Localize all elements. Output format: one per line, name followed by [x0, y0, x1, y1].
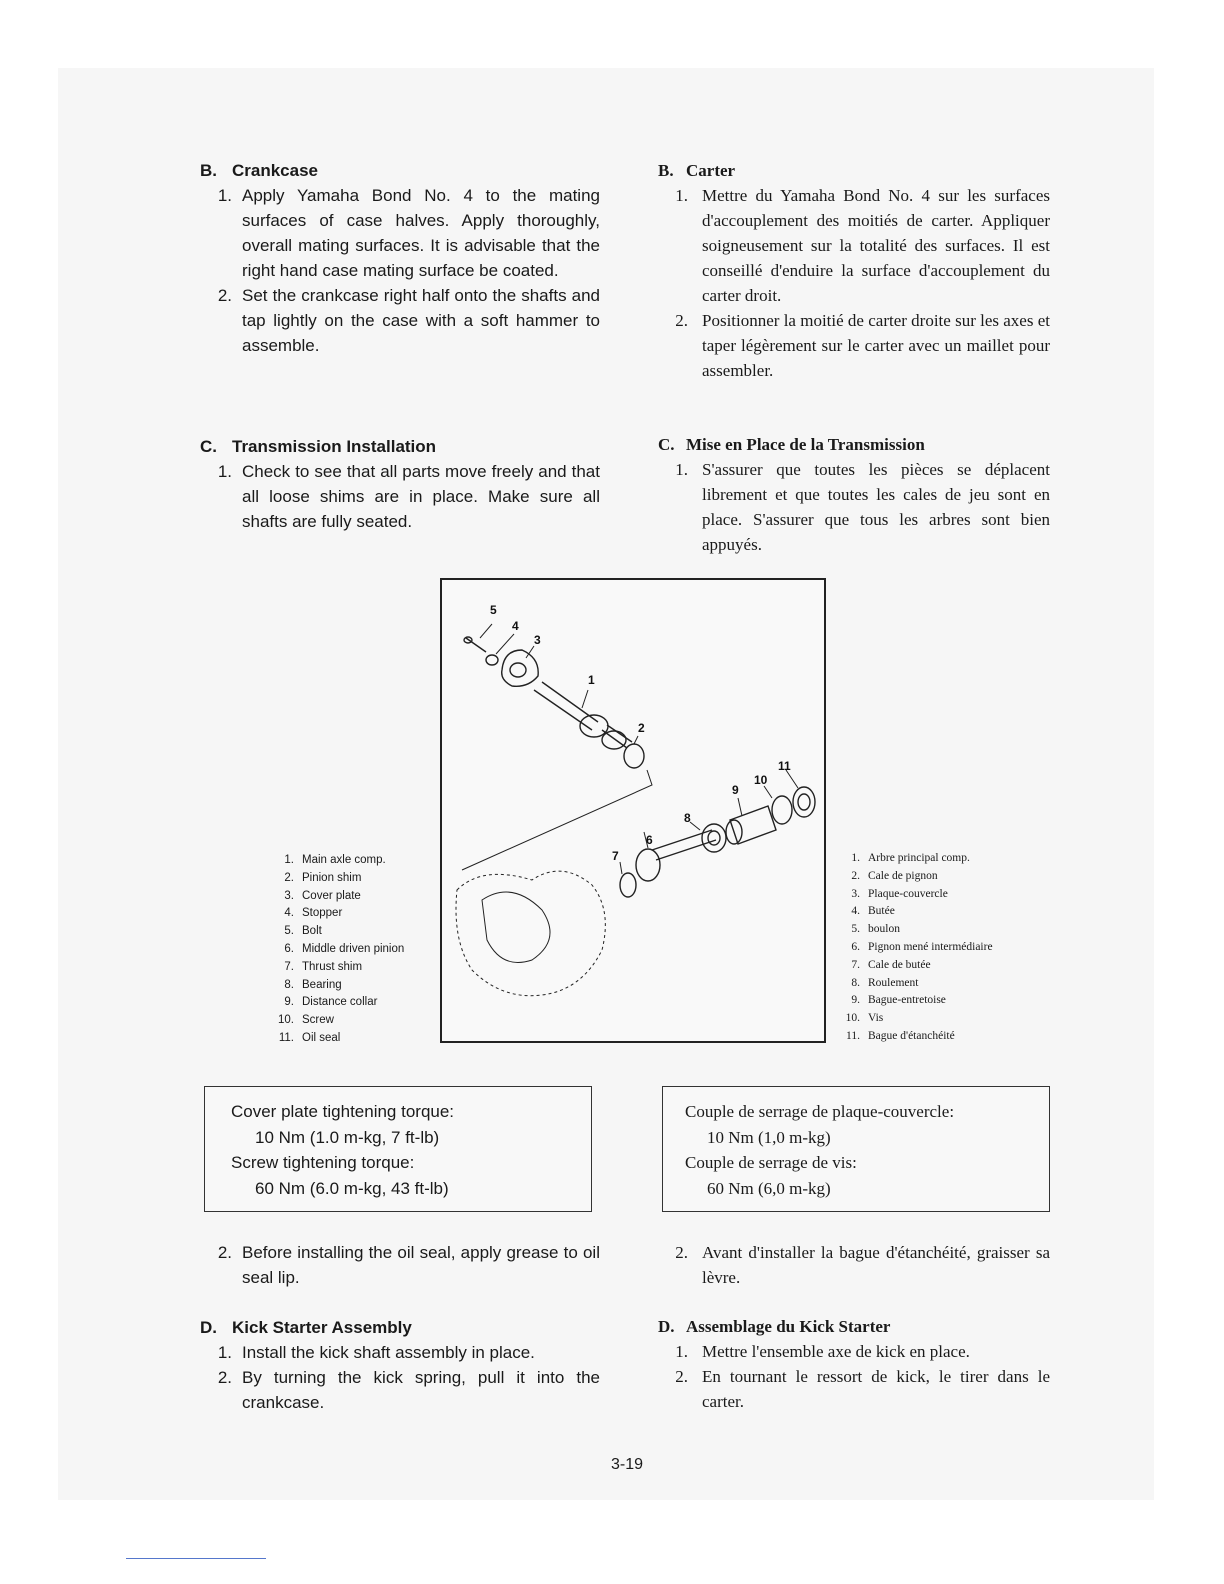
en-legend-row: 4. Stopper [284, 907, 343, 920]
fr-heading-b: B. Carter [658, 161, 736, 180]
callout-1: 1 [588, 673, 595, 687]
en-legend-row: 8. Bearing [284, 978, 342, 991]
en-torque-cover-value: 10 Nm (1.0 m-kg, 7 ft-lb) [255, 1127, 440, 1147]
fr-section-carter [658, 158, 1050, 383]
en-heading-d: D. Kick Starter Assembly [200, 1318, 412, 1337]
en-legend-row: 5. Bolt [284, 925, 322, 938]
callout-7: 7 [612, 849, 619, 863]
fr-legend-row: 2. Cale de pignon [851, 869, 938, 882]
fr-legend-row: 3. Plaque-couvercle [851, 887, 948, 900]
fr-d-item-1: 1. Mettre l'ensemble axe de kick en place. [675, 1342, 970, 1361]
bearing-part [702, 824, 726, 852]
fr-heading-c: C. Mise en Place de la Transmission [658, 435, 925, 454]
en-torque-screw-value: 60 Nm (6.0 m-kg, 43 ft-lb) [255, 1178, 449, 1198]
page-number: 3-19 [610, 1456, 644, 1473]
en-legend-row: 11. Oil seal [278, 1031, 341, 1044]
fr-torque-cover-value: 10 Nm (1,0 m-kg) [707, 1127, 831, 1147]
fr-legend-row: 1. Arbre principal comp. [851, 852, 970, 864]
fr-legend-row: 5. boulon [851, 923, 900, 936]
oil-seal-part [793, 787, 815, 817]
fr-c-item-1: 1. S'assurer que toutes les pièces se déplacent librement et que toutes les cales de jeu sont en place. S'assurer que tous les arbres sont bien appuyés. [675, 460, 1050, 554]
fr-section-kick-starter [658, 1314, 1050, 1414]
stopper-part [486, 655, 498, 665]
en-torque-screw-label: Screw tightening torque: [231, 1153, 415, 1172]
fr-step-2-item: 2. Avant d'installer la bague d'étanchéité, graisser sa lèvre. [675, 1243, 1050, 1287]
fr-torque-cover-label: Couple de serrage de plaque-couvercle: [685, 1102, 955, 1121]
crankcase-sketch [456, 871, 605, 996]
callout-3: 3 [534, 633, 541, 647]
en-d-item-1: 1. Install the kick shaft assembly in place. [217, 1343, 535, 1362]
bolt-part [466, 638, 486, 652]
callout-6: 6 [646, 833, 653, 847]
en-heading-b: B. Crankcase [200, 161, 319, 180]
fr-torque-screw-value: 60 Nm (6,0 m-kg) [707, 1178, 831, 1198]
en-torque-cover-label: Cover plate tightening torque: [231, 1102, 455, 1121]
fr-torque-spec-box [662, 1086, 1050, 1212]
thrust-shim-part [620, 873, 636, 897]
en-b-item-2: 2. Set the crankcase right half onto the shafts and tap lightly on the case with a soft hammer to assemble. [217, 286, 600, 355]
footer-rule [126, 1558, 266, 1559]
fr-legend-row: 10. Vis [845, 1012, 884, 1025]
en-figure-legend [272, 852, 404, 1048]
fr-figure-legend [838, 850, 993, 1046]
en-step-2 [200, 1240, 600, 1290]
en-legend-row: 10. Screw [278, 1014, 334, 1027]
main-axle-part [534, 682, 598, 730]
callout-8: 8 [684, 811, 691, 825]
en-step-2-item: 2. Before installing the oil seal, apply grease to oil seal lip. [217, 1243, 600, 1287]
en-section-transmission [200, 434, 600, 534]
distance-collar-part [730, 806, 776, 844]
fr-legend-row: 6. Pignon mené intermédiaire [851, 940, 993, 953]
en-section-crankcase [200, 158, 600, 358]
en-legend-row: 3. Cover plate [284, 889, 361, 902]
fr-heading-d: D. Assemblage du Kick Starter [658, 1317, 891, 1336]
en-b-item-1: 1. Apply Yamaha Bond No. 4 to the mating surfaces of case halves. Apply thoroughly, overall mating surfaces. It is advisable that the right hand case mating surface be coated. [217, 186, 600, 280]
en-legend-row: 1. Main axle comp. [284, 854, 386, 866]
en-legend-row: 6. Middle driven pinion [284, 942, 405, 955]
callout-9: 9 [732, 783, 739, 797]
cover-plate-part [502, 650, 538, 686]
en-legend-row: 9. Distance collar [284, 996, 378, 1009]
pinion-shim-part [624, 744, 644, 768]
fr-b-item-1: 1. Mettre du Yamaha Bond No. 4 sur les surfaces d'accouplement des moitiés de carter. Appliquer soigneusement sur la totalité des surfaces. Il est conseillé d'enduire la surface d'accouplement du carter droit. [675, 186, 1050, 305]
callout-10: 10 [754, 773, 768, 787]
fr-d-item-2: 2. En tournant le ressort de kick, le tirer dans le carter. [675, 1367, 1050, 1411]
fr-legend-row: 4. Butée [851, 905, 895, 918]
en-legend-row: 7. Thrust shim [284, 960, 363, 973]
en-section-kick-starter [200, 1315, 600, 1415]
en-d-item-2: 2. By turning the kick spring, pull it into the crankcase. [217, 1368, 600, 1412]
transmission-diagram [442, 580, 824, 1041]
en-torque-spec-box [204, 1086, 592, 1212]
en-c-item-1: 1. Check to see that all parts move freely and that all loose shims are in place. Make sure all shafts are fully seated. [217, 462, 600, 531]
fr-torque-screw-label: Couple de serrage de vis: [685, 1153, 857, 1172]
fr-legend-row: 9. Bague-entretoise [851, 994, 946, 1007]
fr-b-item-2: 2. Positionner la moitié de carter droite sur les axes et taper légèrement sur le carter avec un maillet pour assembler. [675, 311, 1050, 380]
en-legend-row: 2. Pinion shim [284, 871, 362, 884]
fr-legend-row: 7. Cale de butée [851, 958, 931, 971]
callout-5: 5 [490, 603, 497, 617]
en-heading-c: C. Transmission Installation [200, 437, 437, 456]
callout-2: 2 [638, 721, 645, 735]
callout-4: 4 [512, 619, 519, 633]
exploded-view-figure [440, 578, 826, 1043]
middle-driven-pinion-part [652, 830, 716, 860]
fr-legend-row: 11. Bague d'étanchéité [846, 1029, 955, 1042]
fr-section-transmission [658, 432, 1050, 557]
fr-step-2 [658, 1240, 1050, 1290]
callout-11: 11 [778, 759, 791, 773]
fr-legend-row: 8. Roulement [851, 976, 919, 989]
screw-part [772, 796, 792, 824]
